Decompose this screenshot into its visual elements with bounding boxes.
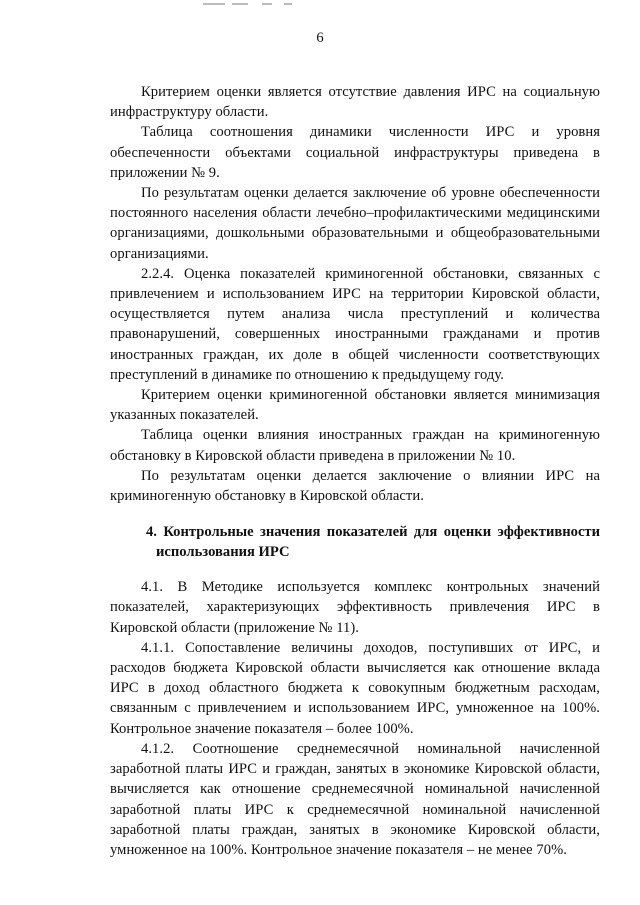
scan-artifact xyxy=(203,3,225,5)
paragraph: 2.2.4. Оценка показателей криминогенной обстановки, связанных с привлечением и использованием ИРС на территории Кировской области, осуществляется путем анализа числа преступлений и количества правонарушений, совершенных иностранными гражданами и против иностранных граждан, их доле в общей численности соответствующих преступлений в динамике по отношению к предыдущему году. xyxy=(110,265,600,383)
paragraph: 4.1. В Методике используется комплекс контрольных значений показателей, характеризующих эффективность привлечения ИРС в Кировской области (приложение № 11). xyxy=(110,579,600,636)
paragraph: Таблица соотношения динамики численности ИРС и уровня обеспеченности объектами социальной инфраструктуры приведена в приложении № 9. xyxy=(110,124,600,181)
paragraph: 4.1.1. Сопоставление величины доходов, поступивших от ИРС, и расходов бюджета Кировской области вычисляется как отношение вклада ИРС в доход областного бюджета к совокупным бюджетным расходам, связанным с привлечением и использованием ИРС, умноженное на 100%. Контрольное значение показателя – более 100%. xyxy=(110,639,600,737)
scan-artifact xyxy=(284,3,292,5)
paragraph: По результатам оценки делается заключение о влиянии ИРС на криминогенную обстановку в Кировской области. xyxy=(110,467,600,505)
section-heading-line: использования ИРС xyxy=(156,544,290,561)
section-heading-line: 4. Контрольные значения показателей для оценки эффективности xyxy=(146,524,600,541)
scan-artifact xyxy=(232,3,248,5)
document-body xyxy=(110,82,600,860)
paragraph: 4.1.2. Соотношение среднемесячной номинальной начисленной заработной платы ИРС и граждан, занятых в экономике Кировской области, вычисляется как отношение среднемесячной номинальной начисленной заработной платы ИРС к среднемесячной номинальной начисленной заработной платы граждан, занятых в экономике Кировской области, умноженное на 100%. Контрольное значение показателя – не менее 70%. xyxy=(110,740,600,858)
paragraph: Таблица оценки влияния иностранных граждан на криминогенную обстановку в Кировской области приведена в приложении № 10. xyxy=(110,427,600,464)
paragraph: Критерием оценки криминогенной обстановки является минимизация указанных показателей. xyxy=(110,387,600,424)
paragraph: По результатам оценки делается заключение об уровне обеспеченности постоянного населения области лечебно–профилактическими медицинскими организациями, дошкольными образовательными и общеобразовательными организациями. xyxy=(110,185,600,262)
paragraph: Критерием оценки является отсутствие давления ИРС на социальную инфраструктуру области. xyxy=(110,84,600,121)
section-heading xyxy=(110,522,600,562)
scan-artifact xyxy=(262,3,272,5)
page-number: 6 xyxy=(316,30,324,46)
